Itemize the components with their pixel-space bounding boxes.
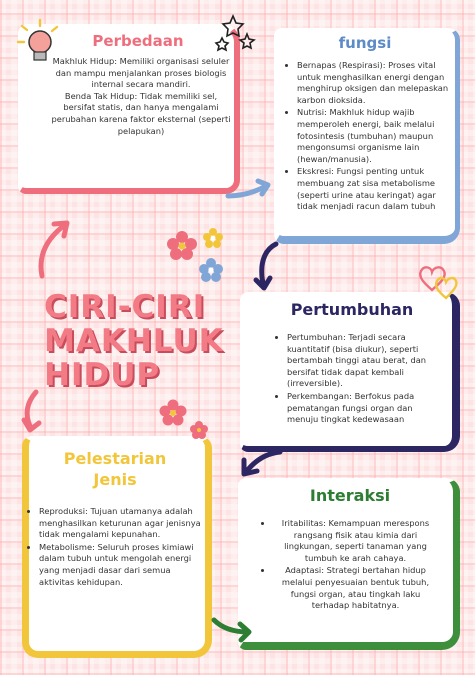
perbedaan-para2: Benda Tak Hidup: Tidak memiliki sel, bersifat statis, dan hanya mengalami perubahan karena faktor eksternal (seperti pelapukan) <box>51 90 231 136</box>
fungsi-item: • Ekskresi: Fungsi penting untuk membuang zat sisa metabolisme (seperti urine atau keringat) agar tidak menjadi racun dalam tubuh <box>297 166 452 212</box>
fungsi-item: • Nutrisi: Makhluk hidup wajib memperoleh energi, baik melalui fotosintesis (tumbuhan) maupun mengonsumsi organisme lain (hewan/manusia). <box>297 107 452 165</box>
main-title-line: HIDUP <box>44 357 161 393</box>
fungsi-list <box>286 60 452 213</box>
perbedaan-text <box>50 56 232 137</box>
perbedaan-title: Perbedaan <box>92 32 184 50</box>
interaksi-list <box>262 518 438 612</box>
pelestarian-title <box>30 448 200 490</box>
interaksi-item: • Iritabilitas: Kemampuan merespons rangsang fisik atau kimia dari lingkungan, seperti tanaman yang tumbuh ke arah cahaya. <box>273 518 438 564</box>
interaksi-text <box>262 518 438 613</box>
interaksi-title: Interaksi <box>309 486 391 505</box>
pelestarian-title-line1: Pelestarian <box>63 449 167 468</box>
interaksi-item: • Adaptasi: Strategi bertahan hidup melalui penyesuaian bentuk tubuh, fungsi organ, atau tingkah laku terhadap habitatnya. <box>273 565 438 611</box>
main-title <box>44 290 224 392</box>
pertumbuhan-title: Pertumbuhan <box>290 300 414 319</box>
pelestarian-list <box>28 506 202 588</box>
pelestarian-text <box>28 506 202 589</box>
main-title-line: CIRI-CIRI <box>44 289 206 325</box>
fungsi-title: fungsi <box>338 34 392 52</box>
fungsi-item: • Bernapas (Respirasi): Proses vital untuk menghasilkan energi dengan menghirup oksigen dan melepaskan karbon dioksida. <box>297 60 452 106</box>
pertumbuhan-list <box>276 332 446 426</box>
pelestarian-title-line2: Jenis <box>93 470 137 489</box>
pelestarian-item: • Reproduksi: Tujuan utamanya adalah menghasilkan keturunan agar jenisnya tidak mengalami kepunahan. <box>39 506 202 541</box>
pertumbuhan-text <box>276 332 446 427</box>
perbedaan-para1: Makhluk Hidup: Memiliki organisasi seluler dan mampu menjalankan proses biologis internal secara mandiri. <box>52 56 230 90</box>
fungsi-text <box>286 60 452 214</box>
pelestarian-item: • Metabolisme: Seluruh proses kimiawi dalam tubuh untuk mengolah energi yang menjadi dasar dari semua aktivitas kehidupan. <box>39 542 202 588</box>
pertumbuhan-item: • Perkembangan: Berfokus pada pematangan fungsi organ dan menuju tingkat kedewasaan <box>287 391 446 426</box>
main-title-line: MAKHLUK <box>44 323 224 359</box>
pertumbuhan-item: • Pertumbuhan: Terjadi secara kuantitatif (bisa diukur), seperti bertambah tinggi atau berat, dan bersifat tidak dapat kembali (irreversible). <box>287 332 446 390</box>
